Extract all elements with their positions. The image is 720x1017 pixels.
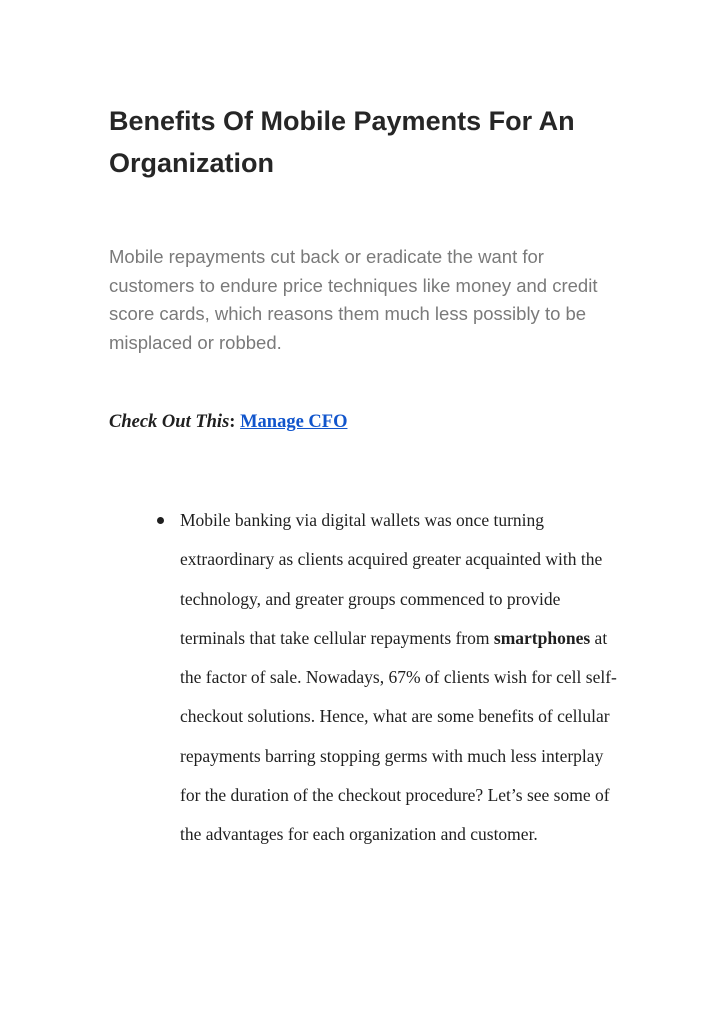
bullet-text-after: at the factor of sale. Nowadays, 67% of clients wish for cell self-checkout solutions. Hence, what are some benefits of cellular repayments barring stopping germs with much less interplay for the duration of the checkout procedure? Let’s see some of the advantages for each organization and customer.: [180, 627, 617, 845]
bullet-bold-keyword: smartphones: [493, 627, 591, 648]
manage-cfo-link[interactable]: Manage CFO: [240, 412, 348, 432]
bullet-icon: [157, 517, 164, 524]
intro-paragraph: Mobile repayments cut back or eradicate the want for customers to endure price techniques like money and credit score cards, which reasons them much less possibly to be misplaced or robbed.: [109, 246, 598, 353]
bullet-list: [180, 501, 620, 855]
check-out-colon: :: [229, 412, 236, 432]
bullet-text-before: Mobile banking via digital wallets was once turning extraordinary as clients acquired greater acquainted with the technology, and greater groups commenced to provide terminals that take cellular repayments from: [180, 510, 603, 648]
list-item: [180, 501, 620, 855]
page-title: Benefits Of Mobile Payments For An Organization: [109, 106, 575, 178]
check-out-label: Check Out This: [109, 412, 230, 432]
check-out-line: [109, 408, 347, 436]
